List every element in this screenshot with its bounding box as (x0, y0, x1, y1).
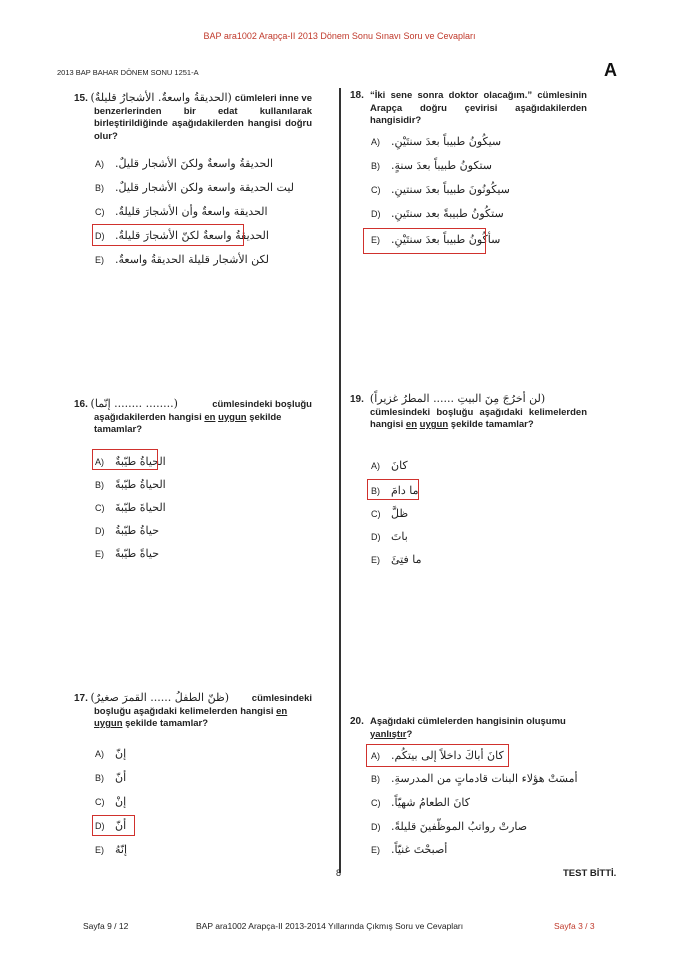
underlined-word: yanlıştır (370, 728, 407, 740)
option-d[interactable]: D) باتَ (371, 530, 408, 543)
underlined-word: en (276, 705, 288, 717)
option-c[interactable]: C) إنْ (95, 795, 127, 808)
option-d[interactable]: D) صارتْ رواتبُ الموظّفينَ قليلةً. (371, 820, 528, 833)
option-c[interactable]: C) الحديقة واسعةٌ وأن الأشجارَ قليلةٌ. (95, 205, 268, 218)
answer-highlight-box (92, 449, 158, 470)
document-title: BAP ara1002 Arapça-II 2013 Dönem Sonu Sınavı Soru ve Cevapları (203, 31, 476, 41)
question-arabic-stem: (إنّما ........ ........) (90, 397, 178, 410)
question-stem: ? (406, 728, 413, 740)
exam-label: 2013 BAP BAHAR DÖNEM SONU 1251-A (57, 68, 199, 77)
question-16 (74, 398, 312, 437)
option-d[interactable]: D) حياةُ طيّبةُ (95, 524, 160, 537)
answer-highlight-box (366, 744, 509, 767)
footer-page-right: Sayfa 3 / 3 (554, 921, 595, 931)
option-b[interactable]: B) الحياةُ طيّبةً (95, 478, 166, 491)
option-e[interactable]: E) أصبحْتَ غنيّاً. (371, 843, 448, 856)
question-18 (350, 90, 587, 128)
question-stem: cümlesindeki boşluğu (212, 399, 312, 410)
option-e[interactable]: E) سأكُونُ طبيباً بعدَ سنتَيْنِ. (371, 233, 501, 246)
question-stem: Aşağıdaki cümlelerden hangisinin oluşumu (370, 716, 566, 727)
underlined-word: uygun (419, 419, 449, 430)
answer-highlight-box (367, 479, 419, 500)
question-stem: “İki sene sonra doktor olacağım.” cümlesinin Arapça doğru çevirisi aşağıdakilerden hangisidir? (370, 90, 587, 126)
question-number: 16. (74, 399, 88, 410)
option-e[interactable]: E) إنّهُ (95, 843, 128, 856)
option-e[interactable]: E) ما فتِئَ (371, 553, 422, 566)
option-e[interactable]: E) لكن الأشجار قليلة الحديقةُ واسعةٌ. (95, 253, 269, 266)
question-stem: şekilde tamamlar? (448, 419, 534, 430)
option-b[interactable]: B) ليت الحديقة واسعة ولكن الأشجار قليلٌ. (95, 181, 295, 194)
option-d[interactable]: D) ستكُونُ طبيبةً بعد سنتَينِ. (371, 207, 504, 220)
answer-highlight-box (92, 815, 135, 836)
page-number: 8 (336, 868, 342, 878)
question-stem: şekilde tamamlar? (94, 411, 282, 435)
question-number: 20. (350, 716, 364, 727)
option-c[interactable]: C) سيكُونُونَ طبيباً بعدَ سنتينِ. (371, 183, 510, 196)
question-number: 18. (350, 90, 364, 101)
option-c[interactable]: C) كانَ الطعامُ شهيّاً. (371, 796, 471, 809)
option-b[interactable]: B) أمسَتْ هؤلاء البنات قادماتٍ من المدرسةِ. (371, 772, 578, 785)
option-e[interactable]: E) حياةً طيّبةً (95, 547, 160, 560)
question-20 (350, 716, 587, 741)
underlined-word: en (204, 411, 216, 423)
answer-highlight-box (92, 224, 244, 246)
option-a[interactable]: A) الحياةُ طيّبةٌ (95, 455, 166, 468)
answer-highlight-box (363, 228, 486, 254)
question-arabic-stem: (ظنّ الطفلُ ...... القمرَ صغيرٌ) (90, 691, 229, 704)
option-c[interactable]: C) الحياةَ طيّبةَ (95, 501, 166, 514)
question-stem: cümlesindeki (251, 693, 312, 704)
question-stem: cümleleri inne ve (234, 93, 312, 104)
option-a[interactable]: A) سيكُونُ طبيباً بعدَ سنتَيْنِ. (371, 135, 502, 148)
question-stem: cümlesindeki boşluğu aşağıdaki kelimelerden hangisi (370, 406, 587, 430)
question-stem: aşağıdakilerden hangisi (94, 411, 205, 423)
booklet-letter: A (604, 60, 617, 80)
question-stem: benzerlerinden bir edat kullanılarak birleştirildiğinde aşağıdakilerden hangisi doğru olur? (94, 105, 312, 142)
footer-page-left: Sayfa 9 / 12 (83, 921, 129, 931)
option-b[interactable]: B) ستكونُ طبيباً بعدَ سنةٍ. (371, 159, 492, 172)
column-divider (339, 88, 341, 873)
underlined-word: en (405, 419, 417, 430)
option-d[interactable]: D) الحديقةُ واسعةٌ لكنّ الأشجارَ قليلةٌ. (95, 229, 269, 242)
option-a[interactable]: A) كانَ (371, 459, 408, 472)
question-17 (74, 692, 312, 731)
question-arabic-stem: (الحديقةُ واسعةٌ. الأشجارُ قليلةٌ) (90, 91, 232, 104)
question-stem: boşluğu aşağıdaki kelimelerden hangisi (94, 705, 277, 717)
question-15 (74, 92, 312, 143)
question-number: 15. (74, 93, 88, 104)
option-d[interactable]: D) أنّ (95, 819, 127, 832)
question-arabic-stem: (لن أخرُجَ مِنَ البيتِ ...... المطرُ غزيراً) (369, 392, 546, 405)
footer-title: BAP ara1002 Arapça-II 2013-2014 Yıllarında Çıkmış Soru ve Cevapları (196, 921, 464, 931)
option-a[interactable]: A) الحديقةُ واسعةٌ ولكنَ الأشجار قليلٌ. (95, 157, 274, 170)
question-number: 19. (350, 394, 364, 405)
option-a[interactable]: A) كانَ أباكَ داخلاً إلى بيتكُم. (371, 749, 504, 762)
option-a[interactable]: A) إنّ (95, 747, 127, 760)
test-end-label: TEST BİTTİ. (563, 868, 617, 879)
underlined-word: uygun (218, 411, 247, 423)
question-number: 17. (74, 693, 88, 704)
underlined-word: uygun (94, 718, 123, 729)
question-stem: şekilde tamamlar? (122, 718, 209, 729)
option-c[interactable]: C) ظلَّ (371, 507, 409, 520)
option-b[interactable]: B) أنّ (95, 771, 127, 784)
option-b[interactable]: B) ما دامَ (371, 484, 419, 497)
question-19 (350, 393, 587, 432)
